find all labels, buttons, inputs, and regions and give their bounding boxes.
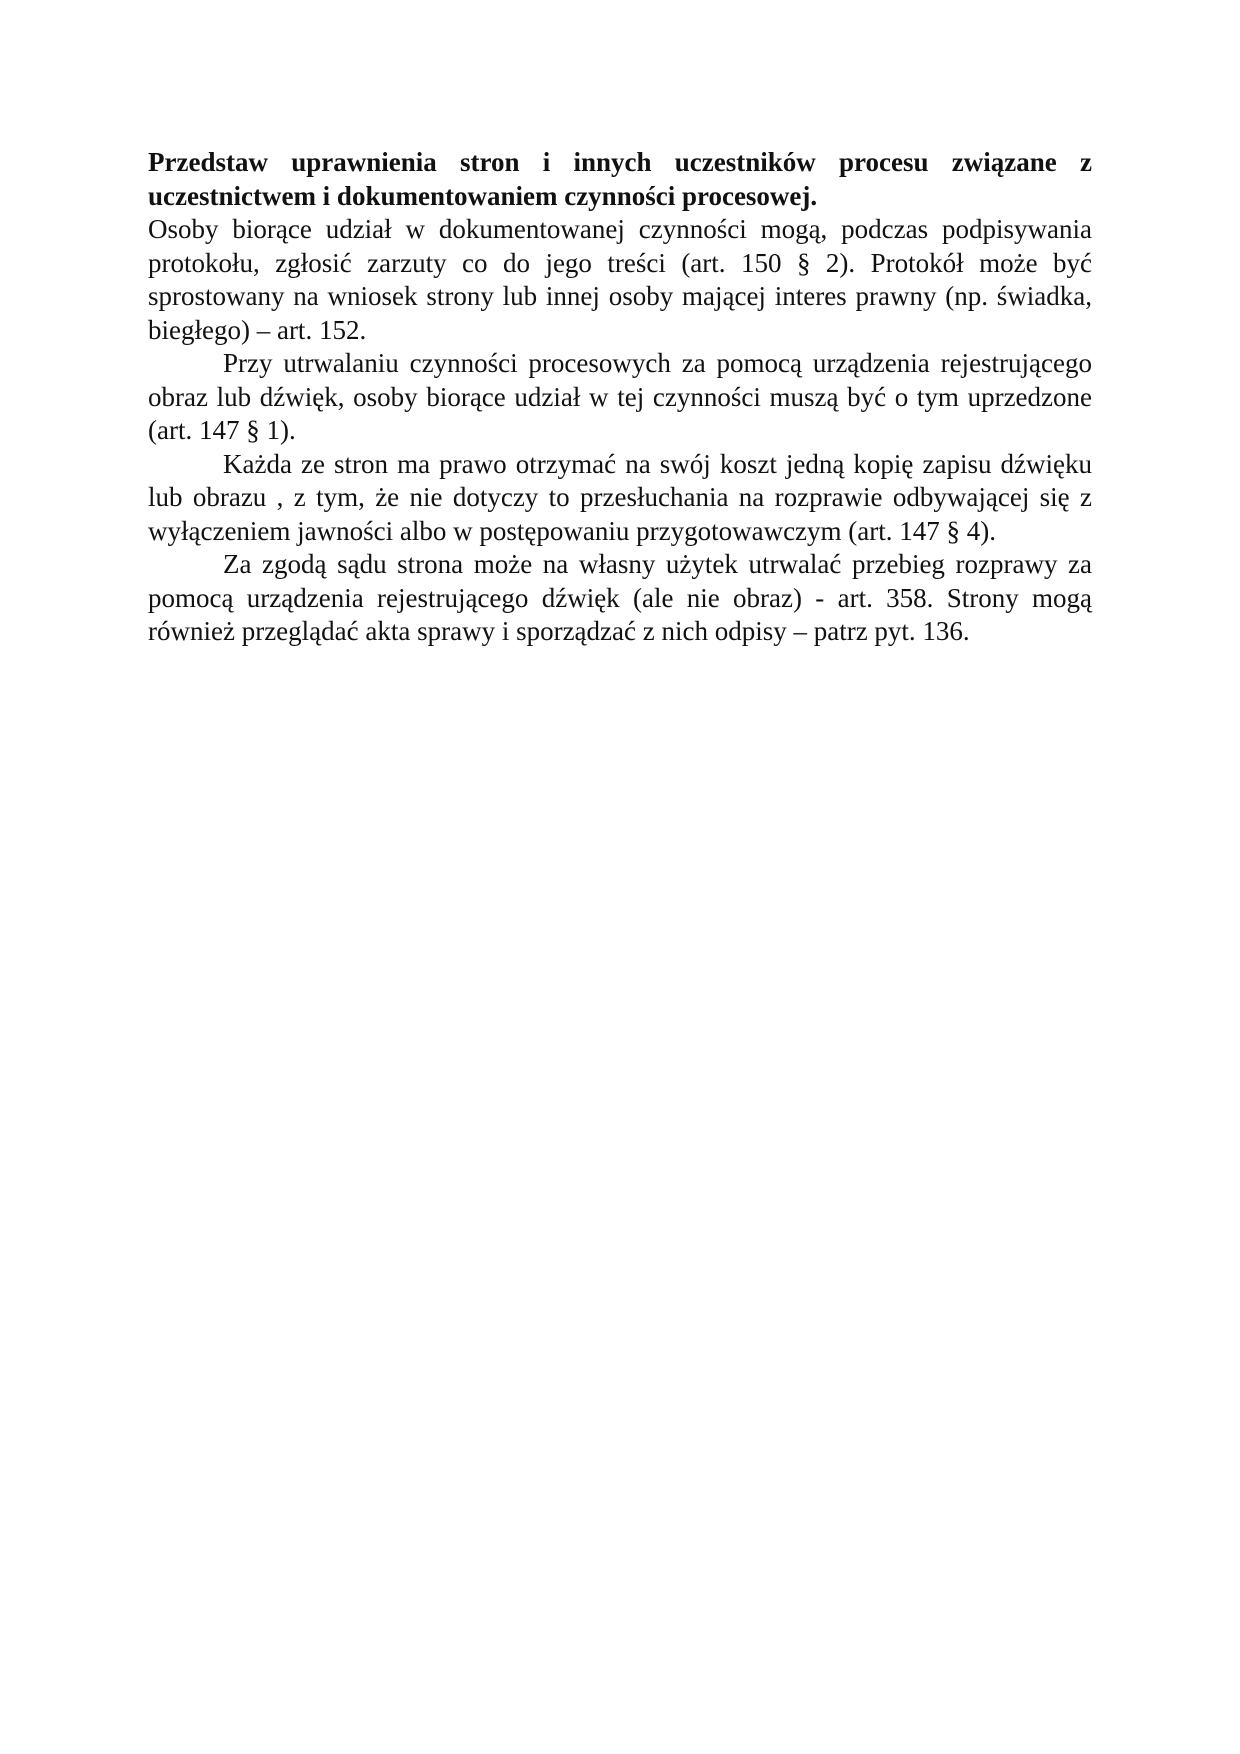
paragraph-copy-right: Każda ze stron ma prawo otrzymać na swój koszt jedną kopię zapisu dźwięku lub obrazu , z tym, że nie dotyczy to przesłuchania na rozprawie odbywającej się z wyłączeniem jawności albo w postępowaniu przygotowawczym (art. 147 § 4). (148, 448, 1092, 546)
question-heading: Przedstaw uprawnienia stron i innych uczestników procesu związane z uczestnictwem i dokumentowaniem czynności procesowej. (148, 147, 1092, 211)
paragraph-recording-notice: Przy utrwalaniu czynności procesowych za pomocą urządzenia rejestrującego obraz lub dźwięk, osoby biorące udział w tej czynności muszą być o tym uprzedzone (art. 147 § 1). (148, 348, 1092, 445)
paragraph-protocol-objections: Osoby biorące udział w dokumentowanej czynności mogą, podczas podpisywania protokołu, zgłosić zarzuty co do jego treści (art. 150 § 2). Protokół może być sprostowany na wniosek strony lub innej osoby mającej interes prawny (np. świadka, biegłego) – art. 152. (148, 214, 1092, 345)
paragraph-court-consent: Za zgodą sądu strona może na własny użytek utrwalać przebieg rozprawy za pomocą urządzenia rejestrującego dźwięk (ale nie obraz) - art. 358. Strony mogą również przeglądać akta sprawy i sporządzać z nich odpisy – patrz pyt. 136. (148, 549, 1092, 646)
document-page (148, 146, 1092, 649)
